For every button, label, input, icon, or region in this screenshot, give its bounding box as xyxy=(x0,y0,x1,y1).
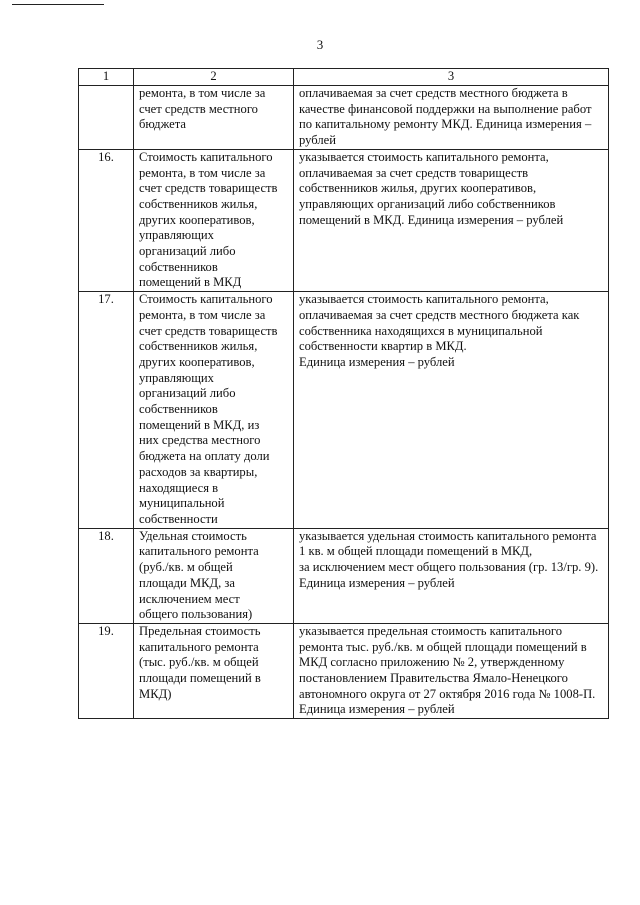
table-row xyxy=(79,86,609,150)
row-description-line: управляющих организаций либо собственников xyxy=(299,196,556,211)
row-description-line: собственности квартир в МКД. xyxy=(299,339,467,354)
row-name-line: Стоимость капитального xyxy=(139,149,273,164)
row-name-line: них средства местного xyxy=(139,433,261,448)
row-number: 17. xyxy=(79,292,134,529)
row-description-line: по капитальному ремонту МКД. Единица измерения – xyxy=(299,117,592,132)
row-description-line: постановлением Правительства Ямало-Ненецкого xyxy=(299,671,568,686)
table-header-row xyxy=(79,69,609,86)
table-row xyxy=(79,528,609,623)
row-number: 18. xyxy=(79,528,134,623)
row-name-line: расходов за квартиры, xyxy=(139,464,258,479)
table-row xyxy=(79,149,609,291)
row-description-line: указывается стоимость капитального ремонта, xyxy=(299,149,549,164)
row-name-line: общего пользования) xyxy=(139,607,253,622)
row-number: 19. xyxy=(79,623,134,718)
row-name-line: собственников xyxy=(139,259,218,274)
page-number: 3 xyxy=(316,37,324,52)
row-description-line: Единица измерения – рублей xyxy=(299,354,455,369)
row-name-line: управляющих xyxy=(139,228,214,243)
row-name-line: Предельная стоимость xyxy=(139,623,261,638)
row-description-line: за исключением мест общего пользования (гр. 13/гр. 9). xyxy=(299,560,599,575)
table-row xyxy=(79,623,609,718)
row-description-cell xyxy=(294,623,609,718)
row-name-line: счет средств товариществ xyxy=(139,323,278,338)
row-name-cell xyxy=(134,292,294,529)
row-description-cell xyxy=(294,86,609,150)
row-name-line: площади помещений в xyxy=(139,671,261,686)
row-name-line: площади МКД, за xyxy=(139,575,235,590)
row-description-line: оплачиваемая за счет средств товариществ xyxy=(299,165,529,180)
row-name-line: капитального ремонта xyxy=(139,544,259,559)
row-name-line: исключением мест xyxy=(139,591,240,606)
row-description-cell xyxy=(294,528,609,623)
row-name-line: капитального ремонта xyxy=(139,639,259,654)
row-name-line: Стоимость капитального xyxy=(139,292,273,307)
row-name-line: МКД) xyxy=(139,686,172,701)
row-description-line: помещений в МКД. Единица измерения – рублей xyxy=(299,212,564,227)
row-name-line: управляющих xyxy=(139,370,214,385)
row-name-line: бюджета на оплату доли xyxy=(139,449,270,464)
row-name-line: ремонта, в том числе за xyxy=(139,86,266,100)
row-description-line: оплачиваемая за счет средств местного бюджета в xyxy=(299,86,568,100)
row-name-line: счет средств товариществ xyxy=(139,181,278,196)
row-number: 16. xyxy=(79,149,134,291)
row-name-line: (тыс. руб./кв. м общей xyxy=(139,655,259,670)
data-table xyxy=(78,68,609,719)
row-description-line: рублей xyxy=(299,133,336,148)
row-name-line: собственников xyxy=(139,402,218,417)
row-description-line: собственника находящихся в муниципальной xyxy=(299,323,543,338)
row-description-cell xyxy=(294,149,609,291)
row-name-line: других кооперативов, xyxy=(139,354,255,369)
row-name-line: находящиеся в xyxy=(139,480,219,495)
row-name-line: муниципальной xyxy=(139,496,225,511)
row-name-cell xyxy=(134,528,294,623)
row-name-line: (руб./кв. м общей xyxy=(139,560,233,575)
row-name-line: собственников жилья, xyxy=(139,196,258,211)
row-name-line: организаций либо xyxy=(139,244,236,259)
row-name-line: бюджета xyxy=(139,117,186,132)
row-name-line: других кооперативов, xyxy=(139,212,255,227)
row-description-line: Единица измерения – рублей xyxy=(299,702,455,717)
row-description-line: указывается стоимость капитального ремонта, xyxy=(299,292,549,307)
column-header-3: 3 xyxy=(294,69,609,86)
row-description-line: указывается предельная стоимость капитального xyxy=(299,623,563,638)
row-name-line: организаций либо xyxy=(139,386,236,401)
row-description-line: оплачиваемая за счет средств местного бюджета как xyxy=(299,307,580,322)
row-name-line: ремонта, в том числе за xyxy=(139,165,266,180)
row-name-line: собственности xyxy=(139,511,218,526)
column-header-2: 2 xyxy=(134,69,294,86)
row-name-line: собственников жилья, xyxy=(139,339,258,354)
row-description-cell xyxy=(294,292,609,529)
row-name-line: помещений в МКД, из xyxy=(139,417,260,432)
row-description-line: Единица измерения – рублей xyxy=(299,575,455,590)
row-number xyxy=(79,86,134,150)
row-description-line: ремонта тыс. руб./кв. м общей площади помещений в xyxy=(299,639,587,654)
row-description-line: качестве финансовой поддержки на выполнение работ xyxy=(299,101,592,116)
top-rule xyxy=(12,4,104,5)
row-name-line: ремонта, в том числе за xyxy=(139,307,266,322)
table-row xyxy=(79,292,609,529)
column-header-1: 1 xyxy=(79,69,134,86)
row-name-line: счет средств местного xyxy=(139,101,258,116)
row-description-line: указывается удельная стоимость капитального ремонта xyxy=(299,528,597,543)
row-description-line: МКД согласно приложению № 2, утвержденному xyxy=(299,655,565,670)
row-description-line: собственников жилья, других кооперативов, xyxy=(299,181,537,196)
row-name-line: Удельная стоимость xyxy=(139,528,247,543)
row-description-line: 1 кв. м общей площади помещений в МКД, xyxy=(299,544,533,559)
row-name-line: помещений в МКД xyxy=(139,275,242,290)
row-description-line: автономного округа от 27 октября 2016 года № 1008-П. xyxy=(299,686,596,701)
row-name-cell xyxy=(134,623,294,718)
row-name-cell xyxy=(134,149,294,291)
row-name-cell xyxy=(134,86,294,150)
